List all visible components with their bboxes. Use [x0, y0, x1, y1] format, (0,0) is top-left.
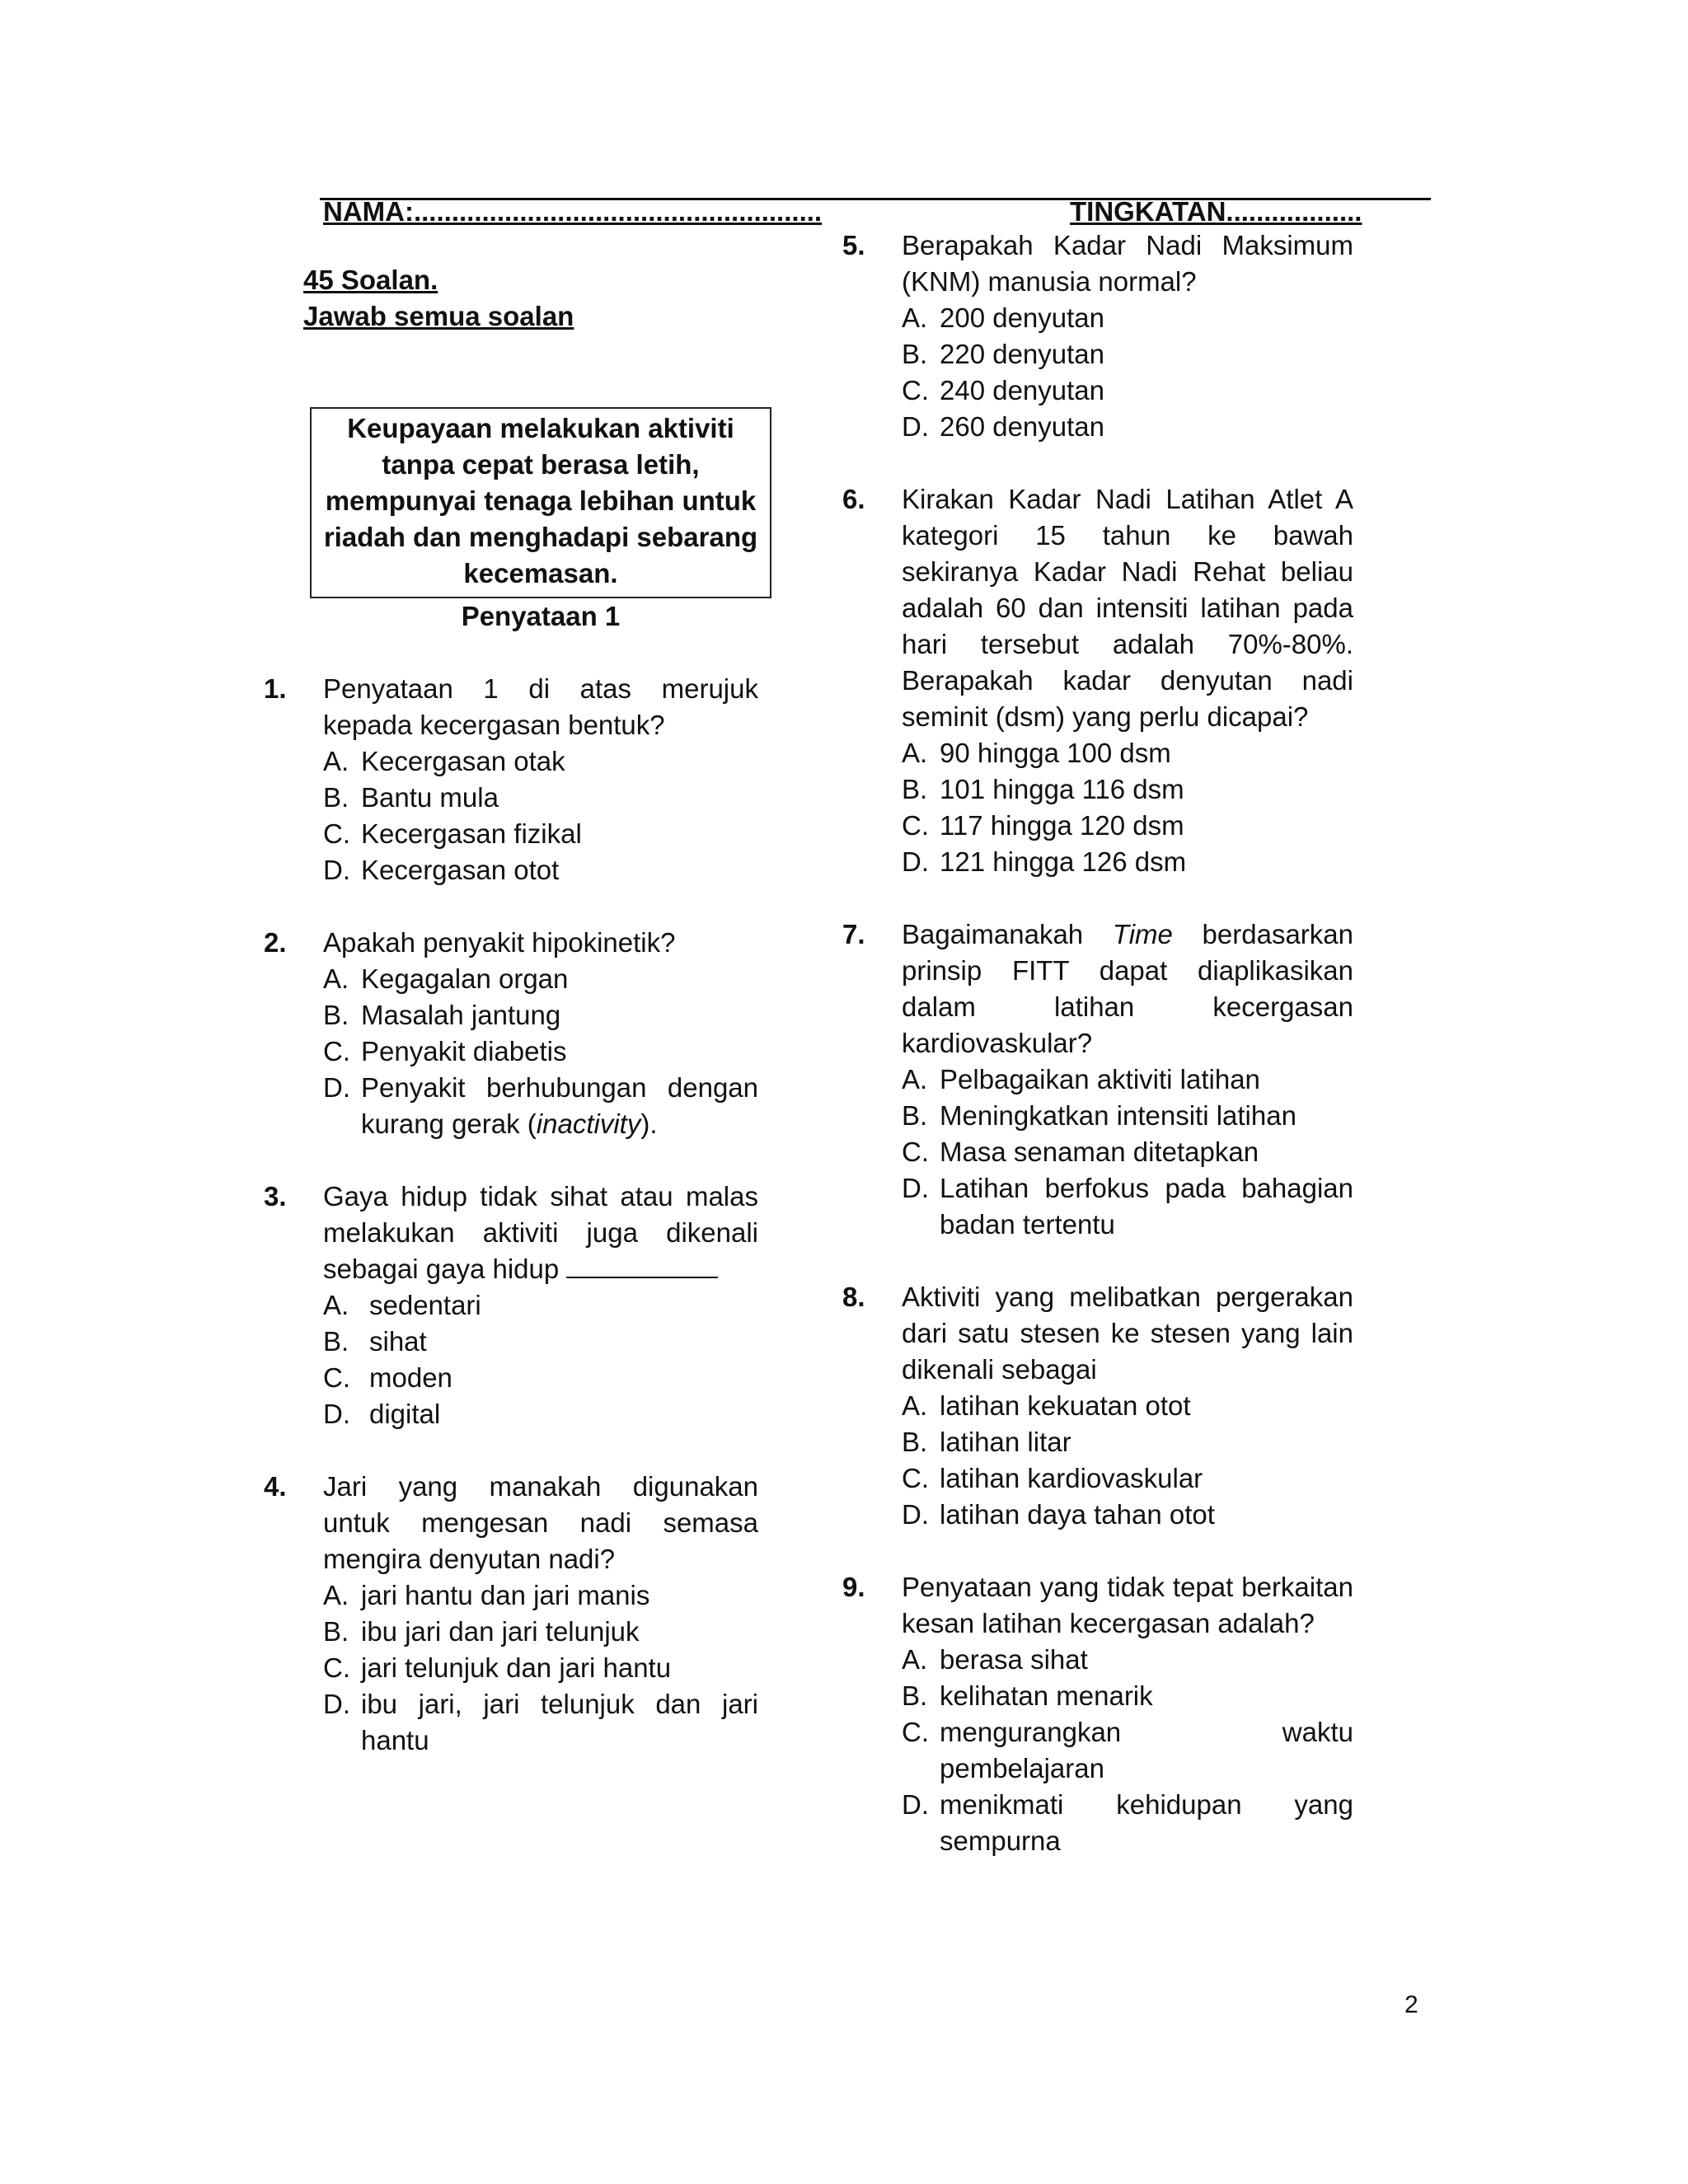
question-stem: Penyataan yang tidak tepat berkaitan kesan latihan kecergasan adalah? — [902, 1572, 1353, 1638]
question-5 — [842, 227, 1353, 445]
question-1 — [264, 671, 758, 888]
question-stem: Berapakah Kadar Nadi Maksimum (KNM) manusia normal? — [902, 230, 1353, 297]
question-number: 9. — [842, 1572, 865, 1602]
option-c: C. 117 hingga 120 dsm — [902, 810, 1184, 841]
form-field-label: TINGKATAN.................. — [1070, 196, 1362, 227]
option-c: C. jari telunjuk dan jari hantu — [323, 1652, 672, 1683]
option-d: D. 121 hingga 126 dsm — [902, 846, 1187, 877]
question-6 — [842, 481, 1353, 880]
option-c: C. 240 denyutan — [902, 375, 1105, 405]
option-a: A. 200 denyutan — [902, 302, 1105, 333]
page-number: 2 — [1404, 1991, 1418, 2018]
option-a: A. jari hantu dan jari manis — [323, 1580, 650, 1610]
name-field-label: NAMA:...................................................... — [323, 196, 823, 227]
question-number: 5. — [842, 230, 865, 260]
option-d: D. Penyakit berhubungan dengan kurang gerak (inactivity). — [323, 1072, 758, 1139]
question-9 — [842, 1569, 1353, 1859]
option-d: D. Kecergasan otot — [323, 855, 560, 885]
option-a: A. Pelbagaikan aktiviti latihan — [902, 1064, 1260, 1094]
option-a: A. 90 hingga 100 dsm — [902, 738, 1171, 768]
question-number: 3. — [264, 1181, 287, 1212]
option-d: D. menikmati kehidupan yang sempurna — [902, 1789, 1353, 1856]
right-column — [842, 227, 1353, 1896]
question-8 — [842, 1279, 1353, 1533]
option-d: D. digital — [323, 1399, 441, 1429]
option-c: C. Masa senaman ditetapkan — [902, 1137, 1259, 1167]
question-stem: Kirakan Kadar Nadi Latihan Atlet A kategori 15 tahun ke bawah sekiranya Kadar Nadi Rehat beliau adalah 60 dan intensiti latihan pada hari tersebut adalah 70%-80%. Berapakah kadar denyutan nadi seminit (dsm) yang perlu dicapai? — [902, 484, 1353, 732]
question-number: 1. — [264, 673, 287, 704]
option-c: C. moden — [323, 1362, 452, 1393]
question-count: 45 Soalan. — [303, 265, 438, 295]
option-b: B. ibu jari dan jari telunjuk — [323, 1616, 640, 1647]
question-stem: Gaya hidup tidak sihat atau malas melakukan aktiviti juga dikenali sebagai gaya hidup — [323, 1181, 758, 1284]
question-number: 8. — [842, 1282, 865, 1312]
option-d: D. ibu jari, jari telunjuk dan jari hantu — [323, 1689, 758, 1755]
option-b: B. latihan litar — [902, 1427, 1071, 1457]
question-3 — [264, 1179, 758, 1432]
instruction-text: Jawab semua soalan — [303, 301, 574, 331]
question-stem: Jari yang manakah digunakan untuk mengesan nadi semasa mengira denyutan nadi? — [323, 1471, 758, 1574]
option-b: B. Bantu mula — [323, 782, 499, 813]
question-4 — [264, 1469, 758, 1759]
option-a: A. latihan kekuatan otot — [902, 1390, 1191, 1421]
option-b: B. kelihatan menarik — [902, 1680, 1153, 1711]
option-d: D. 260 denyutan — [902, 411, 1105, 442]
answer-blank — [566, 1252, 718, 1278]
question-number: 4. — [264, 1471, 287, 1502]
option-c: C. Penyakit diabetis — [323, 1036, 567, 1066]
option-b: B. sihat — [323, 1326, 427, 1357]
option-a: A. Kecergasan otak — [323, 746, 565, 776]
option-c: C. mengurangkan waktu pembelajaran — [902, 1717, 1353, 1783]
question-number: 2. — [264, 927, 287, 958]
option-c: C. latihan kardiovaskular — [902, 1463, 1203, 1493]
option-a: A. berasa sihat — [902, 1644, 1088, 1675]
question-number: 6. — [842, 484, 865, 514]
option-b: B. Meningkatkan intensiti latihan — [902, 1100, 1296, 1131]
question-number: 7. — [842, 919, 865, 949]
left-column — [264, 262, 758, 1795]
option-d: D. latihan daya tahan otot — [902, 1499, 1215, 1530]
question-stem: Apakah penyakit hipokinetik? — [323, 927, 676, 958]
header-rule — [320, 198, 1431, 200]
question-stem: Bagaimanakah Time berdasarkan prinsip FITT dapat diaplikasikan dalam latihan kecergasan kardiovaskular? — [902, 919, 1353, 1058]
option-a: A. Kegagalan organ — [323, 963, 569, 994]
option-c: C. Kecergasan fizikal — [323, 818, 582, 849]
question-stem: Penyataan 1 di atas merujuk kepada kecergasan bentuk? — [323, 673, 758, 740]
question-7 — [842, 916, 1353, 1243]
option-a: A. sedentari — [323, 1290, 481, 1320]
option-b: B. 101 hingga 116 dsm — [902, 774, 1184, 804]
statement-box: Keupayaan melakukan aktiviti tanpa cepat berasa letih, mempunyai tenaga lebihan untuk riadah dan menghadapi sebarang kecemasan. — [310, 407, 771, 598]
question-stem: Aktiviti yang melibatkan pergerakan dari satu stesen ke stesen yang lain dikenali sebagai — [902, 1282, 1353, 1385]
question-2 — [264, 925, 758, 1142]
option-d: D. Latihan berfokus pada bahagian badan tertentu — [902, 1173, 1353, 1240]
option-b: B. 220 denyutan — [902, 339, 1105, 369]
option-b: B. Masalah jantung — [323, 1000, 561, 1030]
statement-caption: Penyataan 1 — [461, 601, 621, 631]
